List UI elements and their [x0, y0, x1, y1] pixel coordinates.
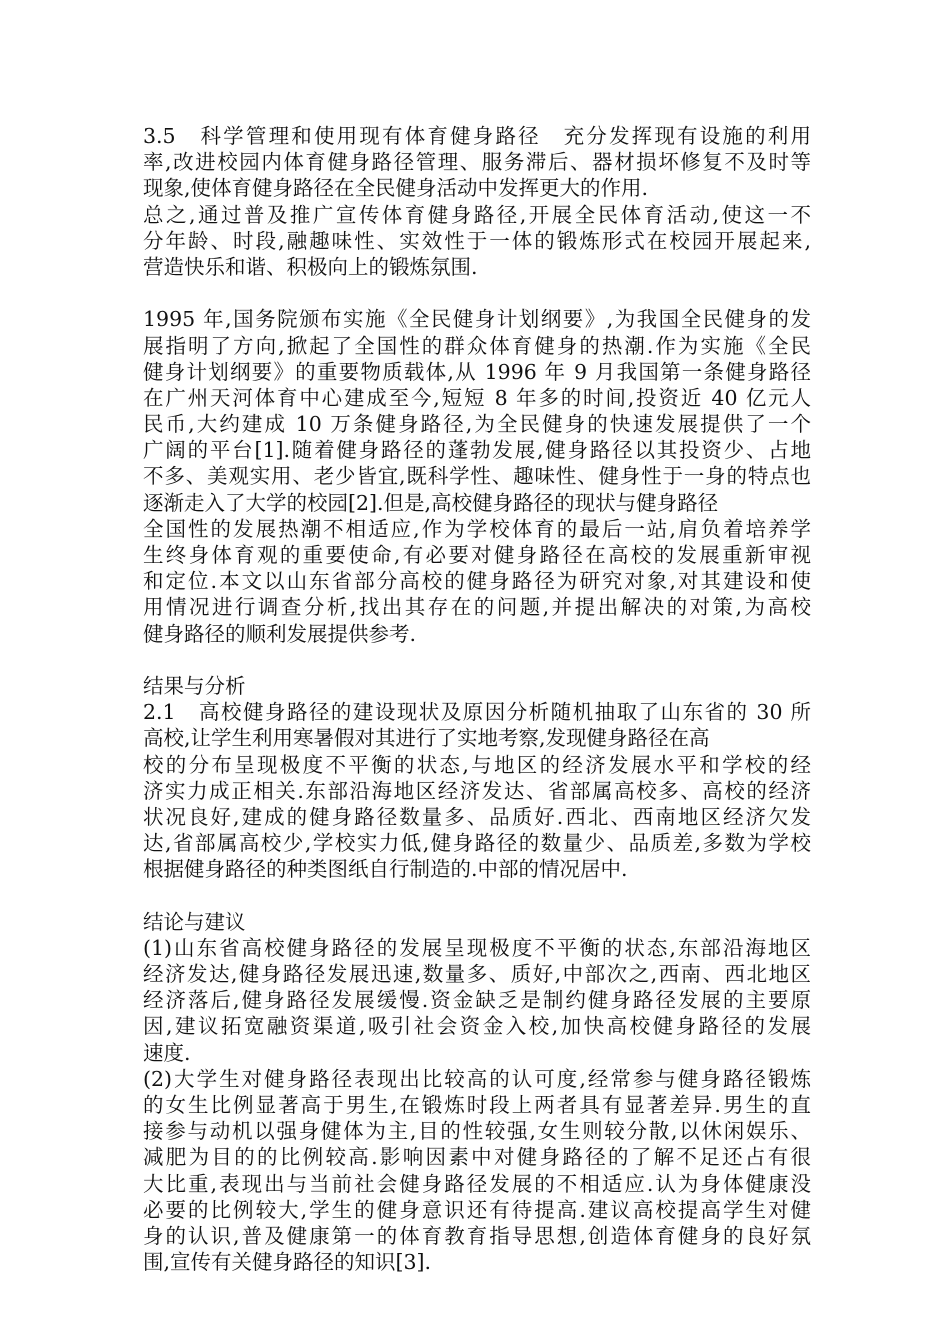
text-line: 1995 年,国务院颁布实施《全民健身计划纲要》,为我国全民健身的发	[143, 307, 811, 332]
text-line: 2.1 高校健身路径的建设现状及原因分析随机抽取了山东省的 30 所	[143, 700, 811, 725]
text-line: 经济发达,健身路径发展迅速,数量多、质好,中部次之,西南、西北地区	[143, 962, 811, 986]
results-heading	[143, 673, 811, 699]
text-line: (2)大学生对健身路径表现出比较高的认可度,经常参与健身路径锻炼	[143, 1066, 811, 1091]
text-line: 减肥为目的的比例较高.影响因素中对健身路径的了解不足还占有很	[143, 1145, 811, 1170]
text-line: 校的分布呈现极度不平衡的状态,与地区的经济发展水平和学校的经	[143, 752, 811, 777]
paragraph-gap	[143, 882, 811, 908]
summary-paragraph	[143, 202, 811, 281]
text-line: 展指明了方向,掀起了全国性的群众体育健身的热潮.作为实施《全民	[143, 333, 811, 358]
conclusion-item-2	[143, 1066, 811, 1276]
section-3-5-paragraph	[143, 123, 811, 202]
text-line: 民币,大约建成 10 万条健身路径,为全民健身的快速发展提供了一个	[143, 412, 811, 437]
text-line: 健身路径的顺利发展提供参考.	[143, 621, 417, 646]
text-line: 现象,使体育健身路径在全民健身活动中发挥更大的作用.	[143, 176, 649, 201]
text-line: 济实力成正相关.东部沿海地区经济发达、省部属高校多、高校的经济	[143, 778, 811, 803]
text-line: 速度.	[143, 1040, 191, 1065]
text-line: 分年龄、时段,融趣味性、实效性于一体的锻炼形式在校园开展起来,	[143, 228, 811, 253]
text-line: 不多、美观实用、老少皆宜,既科学性、趣味性、健身性于一身的特点也	[143, 464, 811, 489]
text-line: 全国性的发展热潮不相适应,作为学校体育的最后一站,肩负着培养学	[143, 516, 811, 541]
paragraph-gap	[143, 280, 811, 306]
text-line: 高校,让学生利用寒暑假对其进行了实地考察,发现健身路径在高	[143, 726, 710, 751]
text-line: 在广州天河体育中心建成至今,短短 8 年多的时间,投资近 40 亿元人	[143, 385, 811, 410]
text-line: 围,宣传有关健身路径的知识[3].	[143, 1250, 432, 1275]
text-line: 根据健身路径的种类图纸自行制造的.中部的情况居中.	[143, 857, 628, 882]
text-line: 率,改进校园内体育健身路径管理、服务滞后、器材损坏修复不及时等	[143, 150, 811, 175]
text-line: 3.5 科学管理和使用现有体育健身路径 充分发挥现有设施的利用	[143, 124, 811, 148]
text-line: 状况良好,建成的健身路径数量多、品质好.西北、西南地区经济欠发	[143, 804, 811, 829]
conclusion-item-1	[143, 935, 811, 1066]
heading-text: 结果与分析	[143, 673, 246, 698]
text-line: (1)山东省高校健身路径的发展呈现极度不平衡的状态,东部沿海地区	[143, 935, 811, 960]
intro-paragraph	[143, 306, 811, 516]
intro-continued-paragraph	[143, 516, 811, 647]
text-line: 和定位.本文以山东省部分高校的健身路径为研究对象,对其建设和使	[143, 569, 811, 594]
text-line: 经济落后,健身路径发展缓慢.资金缺乏是制约健身路径发展的主要原	[143, 988, 811, 1013]
text-line: 生终身体育观的重要使命,有必要对健身路径在高校的发展重新审视	[143, 543, 811, 567]
text-line: 营造快乐和谐、积极向上的锻炼氛围.	[143, 254, 478, 279]
text-line: 逐渐走入了大学的校园[2].但是,高校健身路径的现状与健身路径	[143, 490, 719, 515]
text-line: 的女生比例显著高于男生,在锻炼时段上两者具有显著差异.男生的直	[143, 1092, 811, 1117]
text-line: 因,建议拓宽融资渠道,吸引社会资金入校,加快高校健身路径的发展	[143, 1014, 811, 1039]
text-line: 接参与动机以强身健体为主,目的性较强,女生则较分散,以休闲娱乐、	[143, 1119, 811, 1144]
text-line: 必要的比例较大,学生的健身意识还有待提高.建议高校提高学生对健	[143, 1197, 811, 1222]
text-line: 用情况进行调查分析,找出其存在的问题,并提出解决的对策,为高校	[143, 595, 811, 620]
text-line: 达,省部属高校少,学校实力低,健身路径的数量少、品质差,多数为学校	[143, 831, 811, 856]
section-2-1-paragraph	[143, 699, 811, 751]
heading-text: 结论与建议	[143, 909, 246, 934]
text-line: 广阔的平台[1].随着健身路径的蓬勃发展,健身路径以其投资少、占地	[143, 438, 811, 463]
paragraph-gap	[143, 647, 811, 673]
text-line: 大比重,表现出与当前社会健身路径发展的不相适应.认为身体健康没	[143, 1171, 811, 1196]
text-line: 总之,通过普及推广宣传体育健身路径,开展全民体育活动,使这一不	[143, 202, 811, 227]
text-line: 健身计划纲要》的重要物质载体,从 1996 年 9 月我国第一条健身路径	[143, 359, 811, 384]
conclusion-heading	[143, 909, 811, 935]
text-line: 身的认识,普及健康第一的体育教育指导思想,创造体育健身的良好氛	[143, 1223, 811, 1248]
section-2-1-continued-paragraph	[143, 752, 811, 883]
document-page	[143, 123, 811, 1275]
